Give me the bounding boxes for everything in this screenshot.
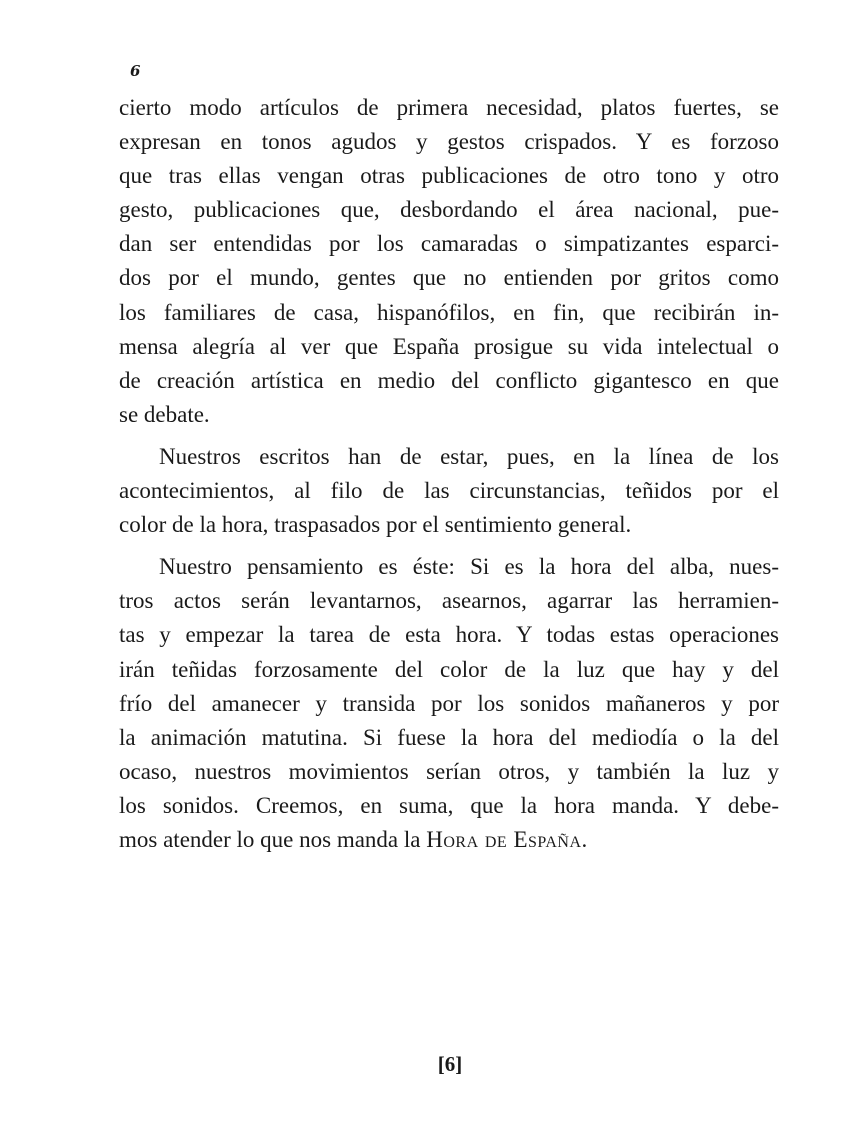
text-line: cierto modo artículos de primera necesidad, platos fuertes, se (119, 95, 779, 120)
text-line: tros actos serán levantarnos, asearnos, agarrar las herramien- (119, 588, 779, 614)
paragraph-3 (119, 550, 779, 857)
page-number-bottom: [6] (437, 1052, 463, 1076)
paragraph-2 (119, 440, 779, 542)
page-number-top: 6 (130, 62, 141, 80)
text-line: expresan en tonos agudos y gestos crispados. Y es forzoso (119, 129, 779, 155)
text-line: los sonidos. Creemos, en suma, que la hora manda. Y debe- (119, 792, 779, 818)
paragraph-1 (119, 91, 779, 432)
text-line: la animación matutina. Si fuese la hora del mediodía o la del (119, 724, 779, 750)
text-line: dan ser entendidas por los camaradas o simpatizantes esparci- (119, 231, 779, 257)
text-line: Nuestros escritos han de estar, pues, en la línea de los (159, 443, 779, 469)
text-line: mensa alegría al ver que España prosigue su vida intelectual o (119, 333, 779, 359)
body-text (119, 91, 779, 857)
text-line: tas y empezar la tarea de esta hora. Y todas estas operaciones (119, 622, 779, 648)
text-line: frío del amanecer y transida por los sonidos mañaneros y por (119, 690, 779, 716)
text-line: ocaso, nuestros movimientos serían otros, y también la luz y (119, 758, 779, 784)
text-line: Nuestro pensamiento es éste: Si es la hora del alba, nues- (159, 554, 779, 580)
text-line-final-start: mos atender lo que nos manda la (119, 826, 421, 852)
text-line: se debate. (119, 401, 210, 427)
text-line: que tras ellas vengan otras publicaciones de otro tono y otro (119, 163, 779, 189)
text-line: acontecimientos, al filo de las circunstancias, teñidos por el (119, 478, 779, 504)
text-line: gesto, publicaciones que, desbordando el área nacional, pue- (119, 197, 779, 223)
text-line: irán teñidas forzosamente del color de la luz que hay y del (119, 656, 779, 682)
text-line: de creación artística en medio del conflicto gigantesco en que (119, 367, 779, 393)
journal-title: Hora de España. (426, 826, 588, 852)
text-line-final (119, 823, 779, 857)
text-line: los familiares de casa, hispanófilos, en fin, que recibirán in- (119, 299, 779, 325)
text-line: color de la hora, traspasados por el sentimiento general. (119, 512, 632, 538)
text-line: dos por el mundo, gentes que no entienden por gritos como (119, 265, 779, 291)
